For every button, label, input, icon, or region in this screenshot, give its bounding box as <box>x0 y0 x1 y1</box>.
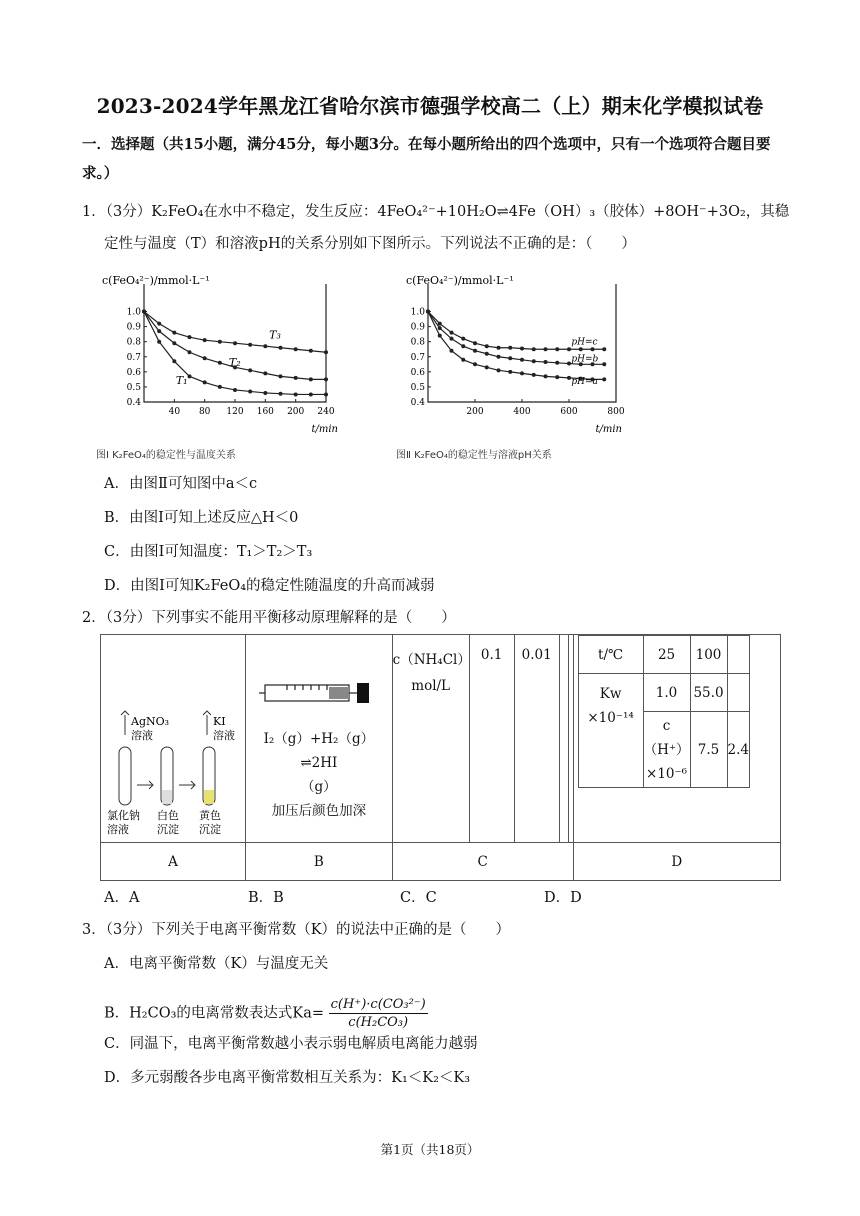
kw-head: Kw <box>599 686 622 702</box>
q1-stem-line1: 1．（3分）K₂FeO₄在水中不稳定，发生反应：4FeO₄²⁻+10H₂O⇌4Fe（OH）₃（胶体）+8OH⁻+3O₂，其稳 <box>82 204 790 220</box>
series-label: T₂ <box>228 355 241 369</box>
q1-option-b: B．由图Ⅰ可知上述反应△H＜0 <box>104 510 299 526</box>
data-point <box>309 392 313 396</box>
data-point <box>157 322 161 326</box>
nacl-label: 氯化钠 <box>107 809 140 822</box>
q3-option-a: A．电离平衡常数（K）与温度无关 <box>104 956 329 972</box>
data-point <box>532 359 536 363</box>
data-point <box>591 347 595 351</box>
y-tick-label: 0.7 <box>410 352 425 363</box>
kw-25: 1.0 <box>643 674 690 712</box>
arrow-icon <box>179 781 195 789</box>
data-point <box>279 392 283 396</box>
ch-25: 7.5 <box>690 712 727 788</box>
data-point <box>461 337 465 341</box>
data-point <box>263 391 267 395</box>
x-tick-label: 800 <box>607 407 625 417</box>
data-point <box>497 355 501 359</box>
page-footer: 第1页（共18页） <box>380 1142 480 1157</box>
nh4cl-head: c（NH₄Cl） <box>392 652 471 668</box>
q2-option-a: A．A <box>104 890 140 906</box>
temp-100: 100 <box>690 636 727 674</box>
data-point <box>248 343 252 347</box>
x-tick-label: 200 <box>287 407 305 417</box>
q3-stem: 3．（3分）下列关于电离平衡常数（K）的说法中正确的是（ ） <box>82 922 511 938</box>
data-point <box>218 385 222 389</box>
data-point <box>279 374 283 378</box>
data-point <box>279 346 283 350</box>
q2-option-b: B．B <box>248 890 284 906</box>
q2-cell-c <box>392 635 573 843</box>
x-tick-label: 600 <box>560 407 578 417</box>
white-label-2: 沉淀 <box>157 823 179 836</box>
series-label: pH=b <box>571 354 599 365</box>
dropper-icon <box>203 711 211 735</box>
data-point <box>567 347 571 351</box>
y-tick-label: 0.5 <box>126 382 141 393</box>
data-point <box>579 347 583 351</box>
data-point <box>172 341 176 345</box>
data-point <box>473 362 477 366</box>
y-tick-label: 0.6 <box>410 367 425 378</box>
q2-cell-d <box>573 635 780 843</box>
data-point <box>485 365 489 369</box>
data-point <box>544 347 548 351</box>
data-point <box>508 346 512 350</box>
data-point <box>188 374 192 378</box>
data-point <box>555 347 559 351</box>
data-point <box>438 322 442 326</box>
figure-2-chart <box>400 262 640 438</box>
data-point <box>203 380 207 384</box>
data-point <box>309 377 313 381</box>
white-precipitate <box>162 790 172 804</box>
q3-option-d: D．多元弱酸各步电离平衡常数相互关系为：K₁＜K₂＜K₃ <box>104 1070 471 1086</box>
data-point <box>309 349 313 353</box>
ki-label: KI <box>213 715 226 728</box>
dropper-icon <box>121 711 129 735</box>
data-point <box>520 371 524 375</box>
fig1-ylabel: c(FeO₄²⁻)/mmol·L⁻¹ <box>102 274 210 287</box>
data-point <box>157 329 161 333</box>
data-point <box>218 340 222 344</box>
data-point <box>157 340 161 344</box>
y-tick-label: 0.9 <box>410 322 425 333</box>
data-point <box>532 373 536 377</box>
x-tick-label: 240 <box>317 407 335 417</box>
series-label: T₁ <box>175 373 188 387</box>
data-point <box>497 346 501 350</box>
y-tick-label: 0.9 <box>126 322 141 333</box>
y-tick-label: 0.5 <box>410 382 425 393</box>
q2-stem: 2．（3分）下列事实不能用平衡移动原理解释的是（ ） <box>82 610 456 626</box>
data-point <box>485 344 489 348</box>
data-point <box>602 347 606 351</box>
data-point <box>520 358 524 362</box>
y-tick-label: 0.4 <box>126 398 141 408</box>
white-label: 白色 <box>157 809 179 822</box>
nh4cl-value-2: 0.01 <box>515 635 560 842</box>
row-label-c: C <box>392 843 573 881</box>
nacl-sol-label: 溶液 <box>107 823 129 836</box>
data-point <box>248 368 252 372</box>
data-point <box>188 335 192 339</box>
series-label: T₃ <box>269 328 281 342</box>
y-tick-label: 0.8 <box>410 337 425 348</box>
y-tick-label: 1.0 <box>126 307 141 318</box>
x-tick-label: 120 <box>226 407 244 417</box>
ka-denominator: c(H₂CO₃) <box>348 1015 409 1030</box>
data-point <box>233 341 237 345</box>
data-point <box>188 350 192 354</box>
data-point <box>203 338 207 342</box>
data-point <box>438 326 442 330</box>
data-point <box>602 377 606 381</box>
q2-b-equation-2: （g） <box>301 779 337 795</box>
data-point <box>426 310 430 314</box>
ch-head: c（H⁺） <box>643 717 690 758</box>
ch-unit: ×10⁻⁶ <box>646 765 688 782</box>
row-label-b: B <box>246 843 393 881</box>
x-tick-label: 160 <box>256 407 274 417</box>
data-point <box>203 356 207 360</box>
data-point <box>485 352 489 356</box>
data-point <box>294 376 298 380</box>
nh4cl-value-1: 0.1 <box>470 635 515 842</box>
data-point <box>473 341 477 345</box>
data-point <box>294 392 298 396</box>
data-point <box>508 356 512 360</box>
data-point <box>461 358 465 362</box>
fig2-ylabel: c(FeO₄²⁻)/mmol·L⁻¹ <box>406 274 514 287</box>
data-point <box>294 347 298 351</box>
data-point <box>450 337 454 341</box>
q1-option-c: C．由图Ⅰ可知温度：T₁＞T₂＞T₃ <box>104 544 313 560</box>
data-point <box>324 377 328 381</box>
yellow-label: 黄色 <box>199 809 221 822</box>
q3-option-b-prefix: B．H₂CO₃的电离常数表达式Ka= <box>104 1005 325 1022</box>
data-point <box>544 360 548 364</box>
data-point <box>473 349 477 353</box>
nh4cl-unit: mol/L <box>411 678 451 694</box>
precipitation-diagram <box>101 635 245 842</box>
fig1-plot <box>142 310 328 397</box>
ch-100: 2.4 <box>727 712 749 788</box>
temp-25: 25 <box>643 636 690 674</box>
data-point <box>555 375 559 379</box>
data-point <box>172 331 176 335</box>
data-point <box>263 344 267 348</box>
q2-cell-a <box>101 635 246 843</box>
q3-option-b <box>104 996 428 1031</box>
kw-100: 55.0 <box>690 674 727 712</box>
row-label-a: A <box>101 843 246 881</box>
ka-numerator: c(H⁺)·c(CO₃²⁻) <box>330 997 426 1012</box>
fig2-plot <box>426 310 606 387</box>
section-heading: 一．选择题（共15小题，满分45分，每小题3分。在每小题所给出的四个选项中，只有一个选项符合题目要求。） <box>82 136 771 182</box>
kw-unit: ×10⁻¹⁴ <box>587 710 634 726</box>
data-point <box>508 370 512 374</box>
y-tick-label: 0.7 <box>126 352 141 363</box>
x-tick-label: 80 <box>198 407 211 417</box>
data-point <box>142 310 146 314</box>
data-point <box>544 374 548 378</box>
y-tick-label: 0.4 <box>410 398 425 408</box>
q1-option-d: D．由图Ⅰ可知K₂FeO₄的稳定性随温度的升高而减弱 <box>104 578 435 594</box>
q2-b-equation: I₂（g）+H₂（g）⇌2HI <box>263 731 375 771</box>
x-tick-label: 400 <box>513 407 531 417</box>
yellow-precipitate <box>204 790 214 804</box>
q3-option-c: C．同温下，电离平衡常数越小表示弱电解质电离能力越弱 <box>104 1036 478 1052</box>
data-point <box>461 344 465 348</box>
y-tick-label: 1.0 <box>410 307 425 318</box>
series-line <box>144 312 326 395</box>
test-tube-icon <box>119 747 131 805</box>
data-point <box>532 347 536 351</box>
figure-1-chart <box>88 262 350 438</box>
fig2-caption: 图Ⅱ K₂FeO₄的稳定性与溶液pH关系 <box>396 450 552 461</box>
data-point <box>497 368 501 372</box>
arrow-icon <box>137 781 153 789</box>
data-point <box>233 388 237 392</box>
agno3-sol-label: 溶液 <box>131 729 153 742</box>
data-point <box>438 334 442 338</box>
syringe-icon <box>259 673 379 713</box>
temp-head: t/℃ <box>578 636 643 674</box>
fig2-xlabel: t/min <box>595 424 622 435</box>
fig1-xlabel: t/min <box>311 424 338 435</box>
y-tick-label: 0.6 <box>126 367 141 378</box>
series-label: pH=a <box>571 376 598 387</box>
q1-option-a: A．由图Ⅱ可知图中a＜c <box>104 476 258 492</box>
q2-table <box>100 634 781 881</box>
series-line <box>144 312 326 353</box>
q2-cell-b <box>246 635 393 843</box>
data-point <box>602 362 606 366</box>
yellow-label-2: 沉淀 <box>199 823 221 836</box>
q2-option-c: C．C <box>400 890 437 906</box>
row-label-d: D <box>573 843 780 881</box>
x-tick-label: 200 <box>466 407 484 417</box>
agno3-label: AgNO₃ <box>131 715 170 728</box>
q2-b-note: 加压后颜色加深 <box>271 803 367 819</box>
x-tick-label: 40 <box>168 407 181 417</box>
data-point <box>324 350 328 354</box>
q1-stem-line2: 定性与温度（T）和溶液pH的关系分别如下图所示。下列说法不正确的是：（ ） <box>104 236 636 252</box>
data-point <box>218 361 222 365</box>
page-title: 2023-2024学年黑龙江省哈尔滨市德强学校高二（上）期末化学模拟试卷 <box>96 94 764 118</box>
fig1-caption: 图Ⅰ K₂FeO₄的稳定性与温度关系 <box>96 450 236 461</box>
data-point <box>263 371 267 375</box>
data-point <box>248 389 252 393</box>
data-point <box>172 359 176 363</box>
ki-sol-label: 溶液 <box>213 729 235 742</box>
data-point <box>555 361 559 365</box>
series-label: pH=c <box>571 337 598 348</box>
data-point <box>450 349 454 353</box>
data-point <box>324 392 328 396</box>
q2-option-d: D．D <box>544 890 582 906</box>
y-tick-label: 0.8 <box>126 337 141 348</box>
data-point <box>520 346 524 350</box>
data-point <box>450 331 454 335</box>
